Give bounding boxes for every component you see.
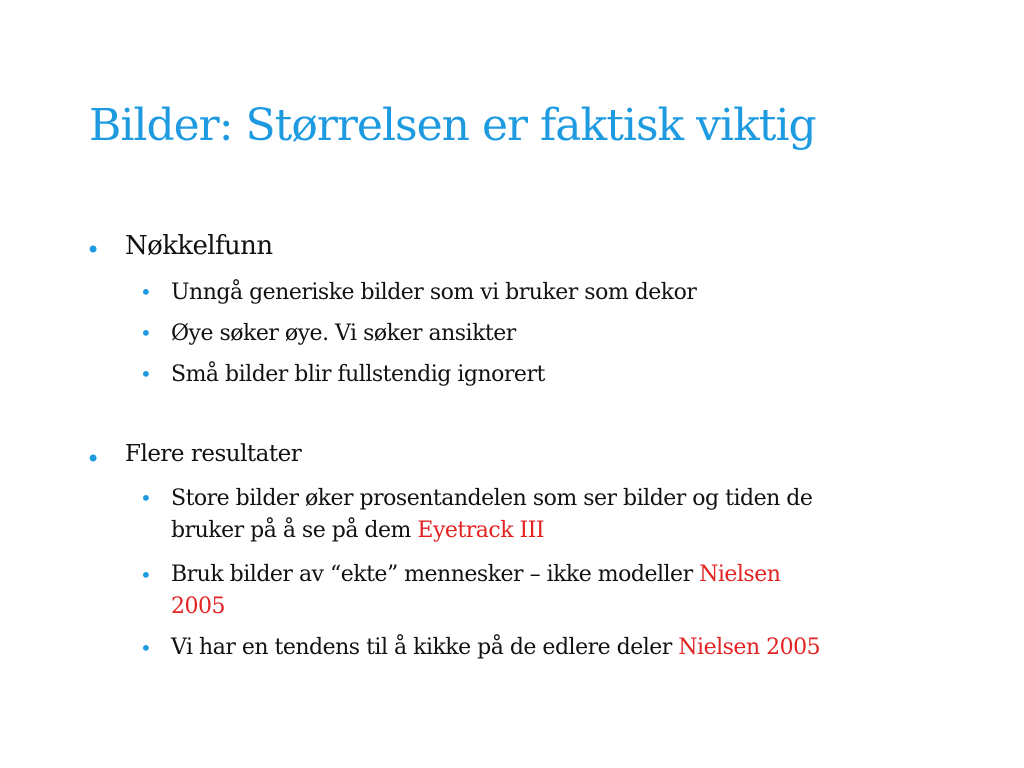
bullet-dot-icon: • — [86, 236, 101, 264]
reference-link: Nielsen 2005 — [678, 635, 821, 660]
reference-link: Eyetrack III — [417, 518, 545, 543]
slide-title: Bilder: Størrelsen er faktisk viktig — [89, 100, 816, 151]
sub-bullet-text: Unngå generiske bilder som vi bruker som dekor — [171, 280, 697, 305]
bullet-dot-icon: • — [140, 486, 152, 510]
sub-bullet-text: Små bilder blir fullstendig ignorert — [171, 362, 545, 387]
sub-bullet-text: Vi har en tendens til å kikke på de edlere deler — [171, 635, 679, 660]
bullet-dot-icon: • — [140, 362, 152, 386]
bullet-dot-icon: • — [140, 321, 152, 345]
sub-bullet-text-line — [171, 632, 820, 664]
bullet-dot-icon: • — [86, 445, 101, 473]
sub-bullet-text: Bruk bilder av “ekte” mennesker – ikke modeller — [171, 562, 700, 587]
bullet-heading: Nøkkelfunn — [125, 231, 273, 261]
bullet-dot-icon: • — [140, 636, 152, 660]
sub-bullet-text-line2 — [171, 515, 544, 547]
sub-bullet-text: Øye søker øye. Vi søker ansikter — [171, 321, 516, 346]
sub-bullet-text-line1 — [171, 559, 780, 591]
bullet-dot-icon: • — [140, 280, 152, 304]
sub-bullet-text-cont: bruker på å se på dem — [171, 518, 418, 543]
reference-link: Nielsen — [699, 562, 781, 587]
sub-bullet-text: Store bilder øker prosentandelen som ser bilder og tiden de — [171, 486, 813, 511]
bullet-heading: Flere resultater — [125, 441, 302, 467]
reference-link-cont: 2005 — [171, 594, 225, 619]
bullet-dot-icon: • — [140, 563, 152, 587]
